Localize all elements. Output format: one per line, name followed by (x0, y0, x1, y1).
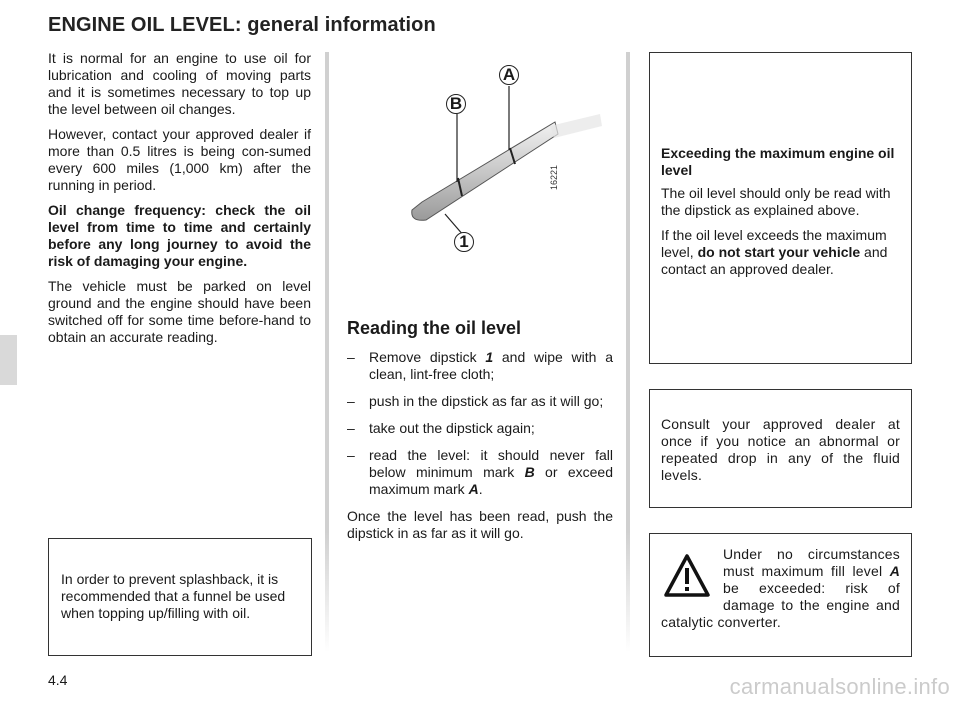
consult-text: Consult your approved dealer at once if you notice an abnormal or repeated drop in any of the fluid levels. (661, 416, 900, 483)
funnel-note-text: In order to prevent splashback, it is recommended that a funnel be used when topping up/filling with oil. (61, 571, 286, 621)
warning-text: Under no circumstances must maximum fill level A be exceeded: risk of damage to the engine and catalytic converter. (661, 546, 900, 630)
intro-paragraph: It is normal for an engine to use oil for lubrication and cooling of moving parts and it is sometimes necessary to top up the level between oil changes. (48, 50, 311, 117)
watermark: carmanualsonline.info (729, 674, 950, 699)
reading-heading: Reading the oil level (347, 318, 522, 338)
dipstick-illustration (340, 52, 620, 267)
consult-box (649, 389, 912, 508)
page-title: ENGINE OIL LEVEL: general information (48, 14, 436, 36)
figure-id: 16221 (549, 164, 559, 190)
exceeding-heading: Exceeding the maximum engine oil level (661, 145, 895, 178)
reading-step-3: – take out the dipstick again; (347, 420, 613, 437)
warning-triangle-icon (663, 552, 711, 600)
warning-box (649, 533, 912, 657)
reading-step-1: – Remove dipstick 1 and wipe with a clean, lint-free cloth; (347, 349, 613, 383)
reading-step-2: – push in the dipstick as far as it will go; (347, 393, 613, 410)
dipstick-figure (340, 52, 620, 267)
reading-steps (347, 349, 613, 498)
exceeding-paragraph-1: The oil level should only be read with the dipstick as explained above. (661, 185, 891, 218)
marker-1: 1 (454, 232, 474, 252)
reading-after-text: Once the level has been read, push the dipstick in as far as it will go. (347, 508, 613, 541)
marker-a: A (499, 65, 519, 85)
oil-change-frequency-paragraph: Oil change frequency: check the oil level from time to time and certainly before any long journey to avoid the risk of damaging your engine. (48, 202, 311, 269)
reading-step-4: – read the level: it should never fall below minimum mark B or exceed maximum mark A. (347, 447, 613, 498)
exceeding-paragraph-2: If the oil level exceeds the maximum level, do not start your vehicle and contact an approved dealer. (661, 227, 888, 277)
marker-b: B (446, 94, 466, 114)
page-number: 4.4 (48, 672, 68, 688)
reading-section (347, 320, 613, 550)
left-column-text (48, 50, 311, 354)
column-divider-left (325, 52, 329, 652)
dealer-paragraph: However, contact your approved dealer if more than 0.5 litres is being con-sumed every 600 miles (1,000 km) after the running in period. (48, 126, 311, 193)
funnel-note-box (48, 538, 312, 656)
chapter-tab (0, 335, 17, 385)
parking-paragraph: The vehicle must be parked on level ground and the engine should have been switched off for some time before-hand to obtain an accurate reading. (48, 278, 311, 345)
exceeding-box (649, 52, 912, 364)
column-divider-right (626, 52, 630, 652)
